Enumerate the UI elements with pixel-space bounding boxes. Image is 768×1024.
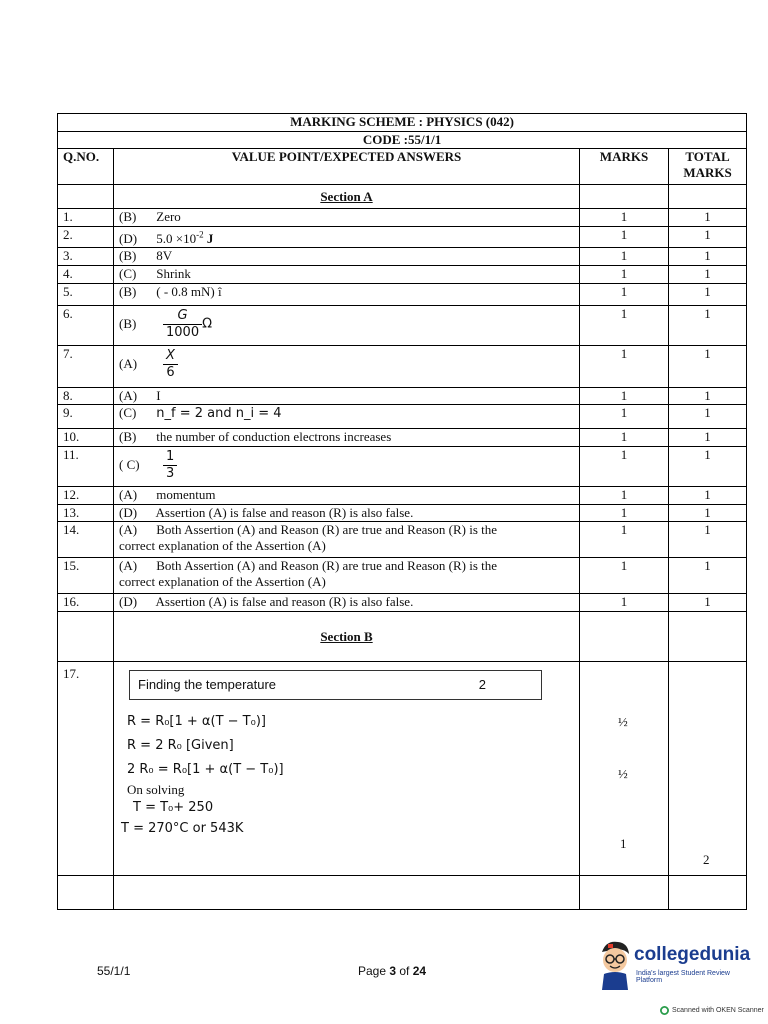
logo-tagline: India's largest Student Review Platform [636,970,730,984]
table-row [58,558,747,594]
answer-text: $5.0 \times 10^{-2}$ J [156,230,214,247]
question-number: 2. [58,227,114,248]
total-marks-cell: 1 [669,558,747,594]
table-row [58,522,747,558]
footer-code: 55/1/1 [97,964,131,978]
question-number: 1. [58,209,114,227]
table-row [58,209,747,227]
total-marks-cell: 1 [669,522,747,558]
collegedunia-logo [596,938,756,990]
expected-answer: (A) $\frac{X}{6}$ [114,346,580,388]
expected-answer: (A) Both Assertion (A) and Reason (R) are true and Reason (R) is the correct explanation of the Assertion (A) [114,522,580,558]
question-number: 3. [58,248,114,266]
expected-answer: (B) 8V [114,248,580,266]
answer-text: n_f = 2 and n_i = 4 [156,406,282,422]
question-number: 4. [58,266,114,284]
marks-cell: 1 [580,209,669,227]
answer-summary-box: Finding the temperature 2 [129,670,542,700]
answer-text: the number of conduction electrons increases [156,429,392,445]
question-number: 9. [58,405,114,429]
expected-answer: (B) $\frac{G}{1000}$ Ω [114,306,580,346]
marks-cell: 1 [580,266,669,284]
marks-cell: 1 [580,346,669,388]
marks-cell: 1 [580,522,669,558]
marks-cell: 1 [580,284,669,306]
question-number: 8. [58,388,114,405]
marks-cell: 1 [580,388,669,405]
on-solving-text: On solving [127,782,185,798]
mark-half: ½ [618,714,628,730]
table-row [58,227,747,248]
marks-cell: 1 [580,306,669,346]
scheme-code: CODE :55/1/1 [58,132,747,149]
total-marks-cell: 1 [669,266,747,284]
marks-cell: 1 [580,248,669,266]
fraction: $\frac{X}{6}$ [163,348,178,381]
mascot-icon [596,938,634,990]
marks-cell: 1 [580,505,669,522]
mark-one: 1 [620,836,627,852]
table-row [58,429,747,447]
total-marks: 2 [703,852,710,868]
section-b-heading: Section B [114,612,580,662]
question-number: 16. [58,594,114,612]
total-marks-cell: 1 [669,227,747,248]
total-marks-cell: 1 [669,209,747,227]
question-number: 5. [58,284,114,306]
expected-answer: (B) the number of conduction electrons increases [114,429,580,447]
total-marks-cell: 1 [669,306,747,346]
question-number: 7. [58,346,114,388]
expected-answer: (C) n_f = 2 and n_i = 4 [114,405,580,429]
marks-cell: 1 [580,558,669,594]
total-marks-cell: 1 [669,447,747,487]
marks-cell: 1 [580,594,669,612]
table-row [58,594,747,612]
equation-4: T = T₀+ 250 [133,800,214,816]
answer-text: Both Assertion (A) and Reason (R) are true and Reason (R) is the [156,558,498,574]
total-marks-cell: 1 [669,487,747,505]
col-qno-header: Q.NO. [58,149,114,185]
table-row [58,405,747,429]
answer-text: 8V [156,248,173,264]
answer-text: Shrink [156,266,191,282]
marks-cell: 1 [580,405,669,429]
answer-text: I [156,388,161,404]
expected-answer: (A) Both Assertion (A) and Reason (R) are true and Reason (R) is the correct explanation of the Assertion (A) [114,558,580,594]
table-row [58,487,747,505]
total-marks-cell: 1 [669,388,747,405]
table-row [58,388,747,405]
expected-answer: (A) I [114,388,580,405]
equation-2: R = 2 R₀ [Given] [127,738,234,754]
table-row [58,248,747,266]
answer-text: Assertion (A) is false and reason (R) is also false. [155,505,414,521]
total-marks-cell: 1 [669,248,747,266]
marking-scheme-table [57,113,747,910]
table-row [58,505,747,522]
scanner-icon [660,1006,669,1015]
expected-answer: (B) ( - 0.8 mN) î [114,284,580,306]
total-marks-cell: 1 [669,429,747,447]
answer-text: Zero [156,209,181,224]
equation-1: R = R₀[1 + α(T − T₀)] [127,714,266,730]
total-marks-cell: 1 [669,405,747,429]
col-marks-header: MARKS [580,149,669,185]
question-number: 15. [58,558,114,594]
question-number: 14. [58,522,114,558]
equation-3: 2 R₀ = R₀[1 + α(T − T₀)] [127,762,284,778]
marks-cell: 1 [580,227,669,248]
total-marks-cell: 1 [669,346,747,388]
expected-answer: (D) Assertion (A) is false and reason (R) is also false. [114,594,580,612]
answer-text: Both Assertion (A) and Reason (R) are true and Reason (R) is the [156,522,498,538]
question-number: 13. [58,505,114,522]
answer-text: ( - 0.8 mN) î [156,284,222,300]
table-row [58,346,747,388]
footer-page: Page 3 of 24 [358,964,427,978]
scanner-watermark: Scanned with OKEN Scanner [660,1006,764,1015]
expected-answer: (B) Zero [114,209,580,227]
equation-5: T = 270°C or 543K [121,821,244,837]
expected-answer: (A) momentum [114,487,580,505]
question-number: 11. [58,447,114,487]
fraction: $\frac{G}{1000}$ [163,308,202,341]
question-number: 6. [58,306,114,346]
table-row [58,284,747,306]
table-row [58,447,747,487]
table-row-q17: 17. Finding the temperature 2 R = R₀[1 + α(T − T₀)] R = 2 R₀ [Given] 2 R₀ = R₀[1 + α(T − T₀)] On solving T = T₀+ 250 T = 270°C or 543K ½ ½ 1 2 [58,662,747,876]
mark-half: ½ [618,766,628,782]
total-marks-cell: 1 [669,594,747,612]
total-marks-cell: 1 [669,284,747,306]
expected-answer: (D) Assertion (A) is false and reason (R) is also false. [114,505,580,522]
marks-cell: 1 [580,487,669,505]
expected-answer: (C) Shrink [114,266,580,284]
marks-cell: 1 [580,429,669,447]
section-a-heading: Section A [114,185,580,209]
expected-answer: ( C) $\frac{1}{3}$ [114,447,580,487]
question-number: 12. [58,487,114,505]
table-row [58,306,747,346]
table-row [58,266,747,284]
scheme-title: MARKING SCHEME : PHYSICS (042) [58,114,747,132]
expected-answer: (D) $5.0 \times 10^{-2}$ J [114,227,580,248]
total-marks-cell: 1 [669,505,747,522]
logo-brand-text: collegedunia [634,944,751,965]
marks-cell: 1 [580,447,669,487]
fraction: $\frac{1}{3}$ [163,449,177,482]
question-number: 10. [58,429,114,447]
answer-text: Assertion (A) is false and reason (R) is also false. [155,594,414,610]
col-total-header: TOTAL MARKS [669,149,747,185]
col-answer-header: VALUE POINT/EXPECTED ANSWERS [114,149,580,185]
answer-text: momentum [156,487,216,503]
